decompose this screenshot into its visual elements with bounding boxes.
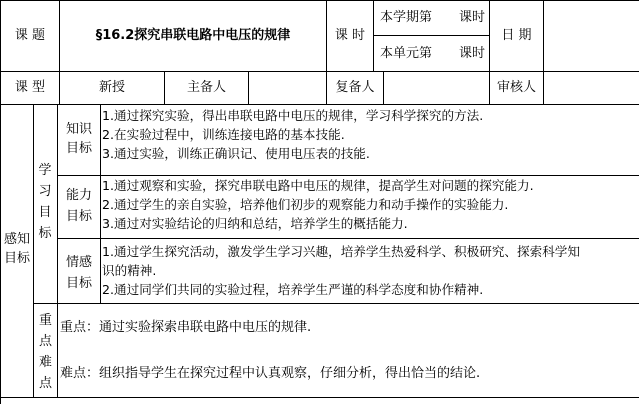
type-value: 新授 [98,80,125,95]
obj-line-1 [33,104,34,398]
learning-objective-label: 学习目标 [38,163,52,241]
emotion-line: 2.通过同学们共同的实验过程，培养学生严谨的科学态度和协作精神. [102,282,484,297]
obj-line-3 [100,104,101,304]
co-preparer-value[interactable] [384,72,489,104]
emotion-bottom [33,303,639,304]
ability-label: 能力目标 [65,188,92,224]
topic-value: §16.2探究串联电路中电压的规律 [95,28,291,43]
keypoint-line [57,303,58,398]
hours-label: 课 时 [334,28,366,43]
co-preparer-label: 复备人 [335,80,375,95]
emotion-line: 识的精神. [102,263,157,278]
knowledge-line: 3.通过实验，训练正确识记、使用电压表的技能. [102,146,370,161]
unit-label: 本单元第 [380,46,433,61]
col-line-3 [373,0,374,71]
emotion-lines [102,242,639,299]
ability-line: 1.通过观察和实验，探究串联电路中电压的规律，提高学生对问题的探究能力. [102,178,534,193]
semester-label: 本学期第 [380,10,433,25]
semester-suffix: 课时 [458,10,485,25]
type-label: 课 型 [14,80,46,95]
reviewer-label: 审核人 [496,80,536,95]
row2-bottom [0,104,639,105]
topic-label: 课 题 [14,28,46,43]
difficulty-text: 难点：组织指导学生在探究过程中认真观察，仔细分析，得出恰当的结论. [60,366,481,381]
emotion-label: 情感目标 [65,255,92,291]
knowledge-line: 2.在实验过程中，训练连接电路的基本技能. [102,127,345,142]
table-bottom [0,397,639,398]
preparer-label: 主备人 [186,80,226,95]
hours-split-line [373,35,489,36]
preparer-value[interactable] [249,72,326,104]
unit-hours [380,46,485,66]
key-point-text: 重点：通过实验探索串联电路中电压的规律. [60,320,312,335]
ability-line: 2.通过学生的亲自实验，培养他们初步的观察能力和动手操作的实验能力. [102,197,509,212]
ability-line: 3.通过对实验结论的归纳和总结，培养学生的概括能力. [102,216,408,231]
obj-line-2 [57,104,58,304]
date-value[interactable] [544,1,639,71]
ability-bottom [57,238,639,239]
knowledge-line: 1.通过探究实验，得出串联电路中电压的规律，学习科学探究的方法. [102,108,484,123]
date-label: 日 期 [501,28,532,43]
knowledge-lines [102,106,639,163]
emotion-line: 1.通过学生探究活动，激发学生学习兴趣，培养学生热爱科学、积极研究、探索科学知 [102,244,580,259]
ability-lines [102,176,639,233]
unit-suffix: 课时 [458,46,485,61]
key-points-label: 重点难点 [38,313,52,391]
knowledge-label: 知识目标 [65,122,92,156]
main-objective-label: 感知目标 [3,232,30,266]
reviewer-value[interactable] [544,72,639,104]
semester-hours [380,10,485,30]
